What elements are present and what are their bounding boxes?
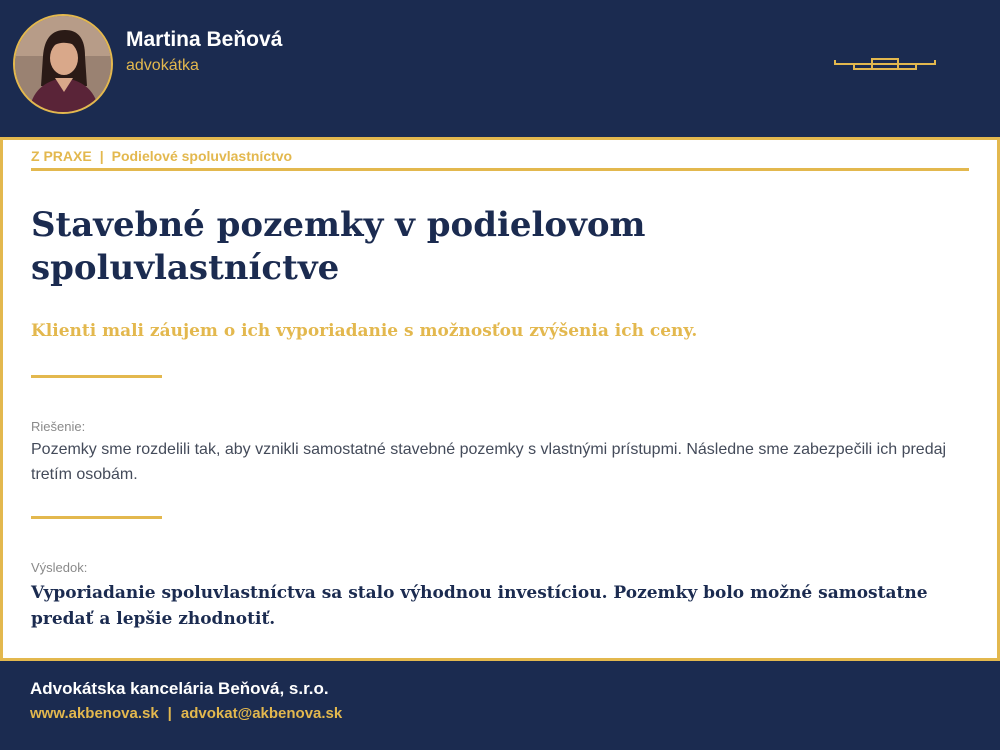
breadcrumb-topic[interactable]: Podielové spoluvlastníctvo xyxy=(111,148,293,164)
avatar xyxy=(13,14,113,114)
email-link[interactable]: advokat@akbenova.sk xyxy=(180,705,343,722)
firm-name: Advokátska kancelária Beňová, s.r.o. xyxy=(30,679,329,698)
article-card xyxy=(0,137,1000,661)
section-divider xyxy=(31,375,162,378)
person-name: Martina Beňová xyxy=(126,28,283,51)
person-portrait-icon xyxy=(15,16,111,112)
header xyxy=(0,0,1000,137)
decorative-ornament-icon xyxy=(834,55,936,73)
solution-label: Riešenie: xyxy=(31,419,86,434)
person-role: advokátka xyxy=(126,57,199,74)
breadcrumb xyxy=(31,148,292,164)
footer xyxy=(0,661,1000,750)
page-title: Stavebné pozemky v podielovom spoluvlastníctve xyxy=(31,205,646,288)
website-link[interactable]: www.akbenova.sk xyxy=(30,705,159,722)
section-divider xyxy=(31,516,162,519)
contact-links xyxy=(30,705,342,722)
breadcrumb-section[interactable]: Z PRAXE xyxy=(31,148,92,164)
solution-text: Pozemky sme rozdelili tak, aby vznikli samostatné stavebné pozemky s vlastnými prístupmi. Následne sme zabezpečili ich predaj tretím osobám. xyxy=(31,441,947,483)
breadcrumb-divider xyxy=(31,168,969,171)
breadcrumb-separator: | xyxy=(99,148,104,164)
result-text: Vyporiadanie spoluvlastníctva sa stalo výhodnou investíciou. Pozemky bolo možné samostatne predať a lepšie zhodnotiť. xyxy=(31,583,928,629)
article-subtitle: Klienti mali záujem o ich vyporiadanie s možnosťou zvýšenia ich ceny. xyxy=(31,321,698,341)
result-label: Výsledok: xyxy=(31,560,88,575)
contact-separator: | xyxy=(167,705,172,722)
